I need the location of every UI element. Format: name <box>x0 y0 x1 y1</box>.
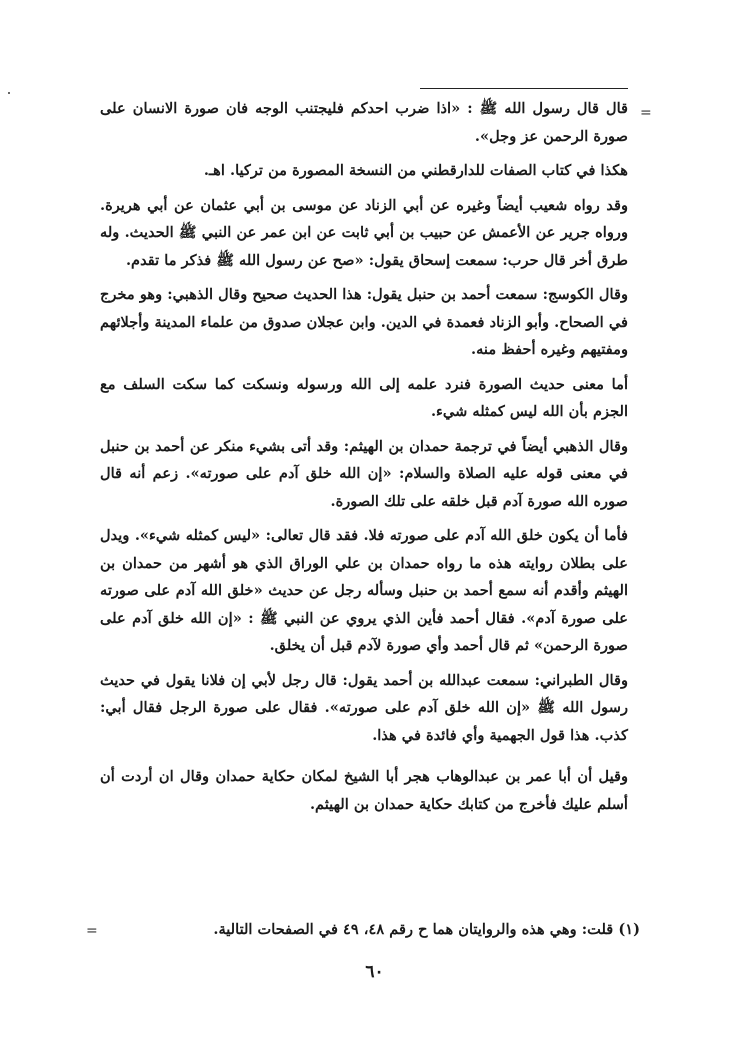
paragraph-2: هكذا في كتاب الصفات للدارقطني من النسخة المصورة من تركيا. اهـ. <box>203 162 628 179</box>
paragraph-1: قال قال رسول الله ﷺ : «اذا ضرب احدكم فليجتنب الوجه فان صورة الانسان على صورة الرحمن عز وجل». <box>100 100 628 145</box>
footnote: (١) قلت: وهي هذه والروايتان هما ح رقم ٤٨، ٤٩ في الصفحات التالية. <box>213 921 640 938</box>
paragraph-6: وقال الذهبي أيضاً في ترجمة حمدان بن الهيثم: وقد أتى بشيء منكر عن أحمد بن حنبل في معنى قوله عليه الصلاة والسلام: «إن الله خلق آدم على صورته». زعم أنه قال صوره الله صورة آدم قبل خلقه على تلك الصورة. <box>100 437 628 510</box>
margin-mark-bottom: = <box>86 923 98 939</box>
margin-mark-top: = <box>640 105 652 121</box>
paragraph-8: وقال الطبراني: سمعت عبدالله بن أحمد يقول: قال رجل لأبي إن فلانا يقول في حديث رسول الله ﷺ «إن الله خلق آدم على صورته». فقال على صورة الرجل فقال أبي: كذب. هذا قول الجهمية وأي فائدة في هذا. <box>100 671 628 744</box>
scan-speck <box>8 92 10 94</box>
main-text-block <box>100 95 628 825</box>
paragraph-9: وقيل أن أبا عمر بن عبدالوهاب هجر أبا الشيخ لمكان حكاية حمدان وقال ان أردت أن أسلم عليك فأخرج من كتابك حكاية حمدان بن الهيثم. <box>100 768 628 813</box>
paragraph-4: وقال الكوسج: سمعت أحمد بن حنبل يقول: هذا الحديث صحيح وقال الذهبي: وهو مخرج في الصحاح. وأبو الزناد فعمدة في الدين. وابن عجلان صدوق من علماء المدينة وأجلائهم ومفتيهم وغيره أحفظ منه. <box>100 286 628 358</box>
paragraph-3: وقد رواه شعيب أيضاً وغيره عن أبي الزناد عن موسى بن أبي عثمان عن أبي هريرة. ورواه جرير عن الأعمش عن حبيب بن أبي ثابت عن ابن عمر عن النبي ﷺ الحديث. وله طرق أخر قال حرب: سمعت إسحاق يقول: «صح عن رسول الله ﷺ فذكر ما تقدم. <box>100 196 628 269</box>
page-number: ٦٠ <box>365 962 384 982</box>
top-rule-line <box>420 88 628 89</box>
paragraph-7: فأما أن يكون خلق الله آدم على صورته فلا. فقد قال تعالى: «ليس كمثله شيء». ويدل على بطلان روايته هذه ما رواه حمدان بن علي الوراق الذي هو أشهر من حمدان بن الهيثم وأقدم أنه سمع أحمد بن حنبل وسأله رجل عن حديث «خلق الله آدم على صورته على صورة آدم». فقال أحمد فأين الذي يروي عن النبي ﷺ : «إن الله خلق آدم على صورة الرحمن» ثم قال أحمد وأي صورة لآدم قبل أن يخلق. <box>100 527 628 654</box>
paragraph-5: أما معنى حديث الصورة فنرد علمه إلى الله ورسوله ونسكت كما سكت السلف مع الجزم بأن الله ليس كمثله شيء. <box>100 375 628 420</box>
